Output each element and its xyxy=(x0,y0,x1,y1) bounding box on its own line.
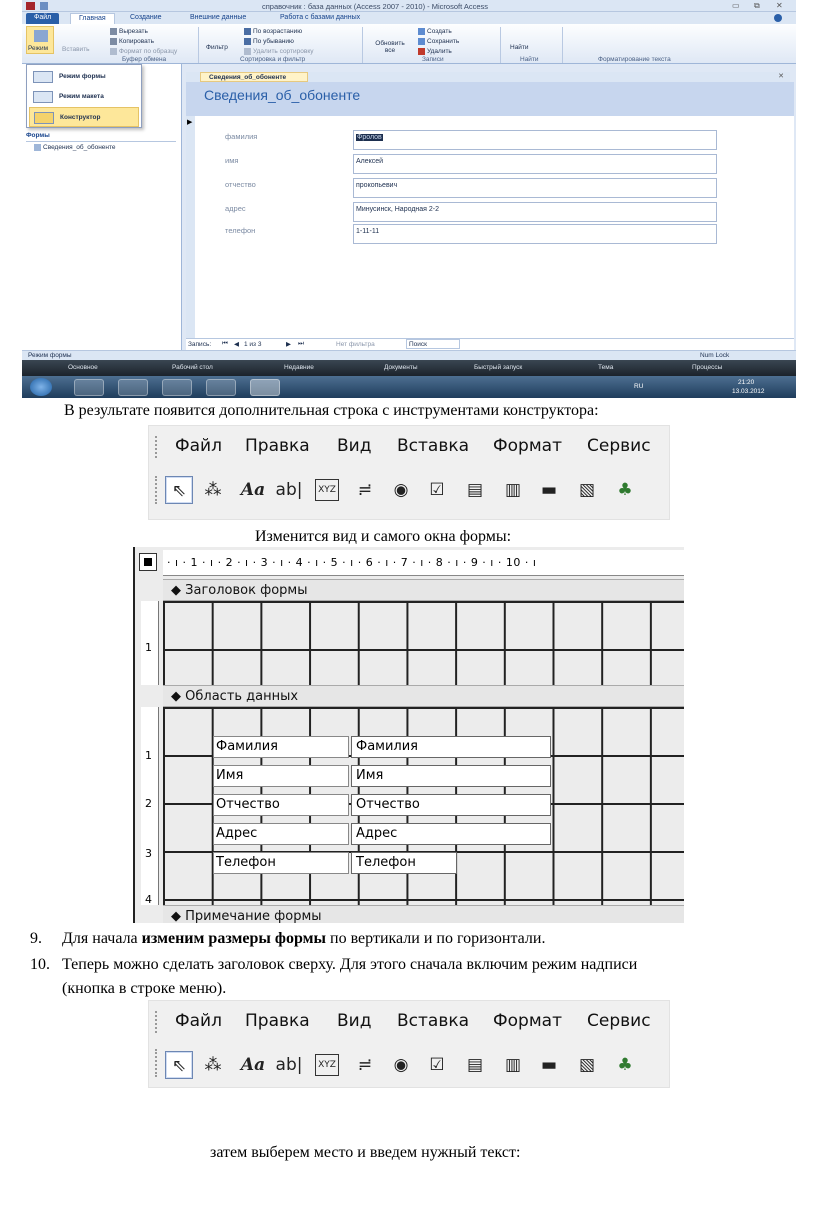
field-label: отчество xyxy=(225,180,256,189)
ruler-mark: 3 xyxy=(145,847,152,860)
image-icon[interactable]: ▧ xyxy=(578,1055,596,1075)
menu-view[interactable]: Вид xyxy=(337,1011,372,1031)
save-record-button[interactable] xyxy=(418,38,459,45)
first-record-icon[interactable]: ⏮ xyxy=(222,340,228,347)
sort-group-label: Сортировка и фильтр xyxy=(240,56,306,63)
list-box-icon[interactable]: ▥ xyxy=(504,1055,522,1075)
tab-file[interactable]: Файл xyxy=(26,13,59,24)
brush-icon xyxy=(110,48,117,55)
view-button[interactable] xyxy=(26,26,54,54)
sort-ascending-button[interactable] xyxy=(244,28,302,35)
restore-icon[interactable]: ⧉ xyxy=(754,1,760,10)
access-task-icon[interactable] xyxy=(250,379,280,396)
find-group-label: Найти xyxy=(520,56,539,63)
menu-format[interactable]: Формат xyxy=(493,1011,562,1031)
find-button[interactable]: Найти xyxy=(510,44,529,51)
item-text: Для начала xyxy=(62,930,142,947)
taskstrip-item[interactable]: Быстрый запуск xyxy=(474,364,523,371)
media-player-icon[interactable] xyxy=(118,379,148,396)
control-label[interactable]: Фамилия xyxy=(213,736,349,758)
nav-item-label: Сведения_об_обоненте xyxy=(43,144,116,152)
section-label: Примечание формы xyxy=(185,909,322,923)
menu-file[interactable]: Файл xyxy=(175,436,222,456)
text-box-icon[interactable]: ab| xyxy=(275,1055,303,1075)
unbound-object-frame-icon[interactable]: ♣ xyxy=(617,480,633,500)
menu-tools[interactable]: Сервис xyxy=(587,1011,651,1031)
item-text: по вертикали и по горизонтали. xyxy=(326,930,546,947)
delete-record-button[interactable] xyxy=(418,48,452,55)
delete-icon xyxy=(418,48,425,55)
clock-time: 21:20 xyxy=(738,379,755,386)
control-label[interactable]: Отчество xyxy=(213,794,349,816)
designer-toolbar xyxy=(148,1000,670,1088)
section-form-header[interactable] xyxy=(163,579,684,601)
toolbox-row xyxy=(155,1045,667,1085)
form-designer xyxy=(133,547,684,923)
select-pointer-icon[interactable]: ⇖ xyxy=(165,476,193,504)
form-title: Сведения_об_обоненте xyxy=(204,87,361,103)
section-marker-icon: ◆ xyxy=(171,909,181,923)
title-bar xyxy=(22,0,796,12)
section-form-footer[interactable] xyxy=(163,905,684,923)
nav-item-form[interactable] xyxy=(34,144,116,151)
toggle-button-icon[interactable]: ≓ xyxy=(357,480,373,500)
taskstrip-item[interactable]: Недавние xyxy=(284,364,314,371)
option-group-icon[interactable]: XYZ xyxy=(315,479,339,501)
text-format-group-label: Форматирование текста xyxy=(598,56,671,63)
list-number: 10. xyxy=(30,956,50,973)
record-navigator xyxy=(186,338,794,350)
menu-format[interactable]: Формат xyxy=(493,436,562,456)
new-icon xyxy=(418,28,425,35)
ruler-mark: 1 xyxy=(145,641,152,654)
language-indicator[interactable]: RU xyxy=(634,383,644,390)
delete-label: Удалить xyxy=(427,48,452,56)
combo-box-icon[interactable]: ▤ xyxy=(466,1055,484,1075)
paragraph: Изменится вид и самого окна формы: xyxy=(255,528,512,545)
document-tab-strip xyxy=(186,72,790,82)
option-button-icon[interactable]: ◉ xyxy=(393,1055,409,1075)
taskstrip-item[interactable]: Документы xyxy=(384,364,418,371)
field-input[interactable]: Минусинск, Народная 2-2 xyxy=(353,202,717,222)
layout-view-icon xyxy=(33,91,53,103)
sort-desc-icon xyxy=(244,38,251,45)
toolbar-grip xyxy=(155,1011,158,1033)
header-grid[interactable] xyxy=(163,601,684,685)
new-record-button[interactable] xyxy=(418,28,452,35)
tab-external-data[interactable]: Внешние данные xyxy=(190,14,247,21)
section-detail[interactable] xyxy=(163,685,684,707)
menu-edit[interactable]: Правка xyxy=(245,436,310,456)
control-label[interactable]: Телефон xyxy=(213,852,349,874)
ruler-mark: 2 xyxy=(145,797,152,810)
select-pointer-icon[interactable]: ⇖ xyxy=(165,1051,193,1079)
record-label: Запись: xyxy=(188,341,212,348)
save-icon[interactable] xyxy=(40,2,48,10)
menu-item-form-view[interactable] xyxy=(29,67,139,87)
clipboard-group-label: Буфер обмена xyxy=(122,56,167,63)
ribbon-tabs xyxy=(22,12,796,24)
horizontal-ruler: · ı · 1 · ı · 2 · ı · 3 · ı · 4 · ı · 5 · ı · 6 · ı · 7 · ı · 8 · ı · 9 · ı · 10 · ı xyxy=(163,550,684,576)
designer-toolbar xyxy=(148,425,670,520)
clear-sort-button[interactable] xyxy=(244,48,314,55)
control-textbox[interactable]: Отчество xyxy=(351,794,551,816)
control-textbox[interactable]: Фамилия xyxy=(351,736,551,758)
records-group-label: Записи xyxy=(422,56,444,63)
save-icon xyxy=(418,38,425,45)
command-button-icon[interactable]: ▬ xyxy=(540,480,558,500)
ribbon-divider xyxy=(362,27,363,63)
status-mode: Режим формы xyxy=(28,352,72,359)
form-icon xyxy=(34,144,41,151)
view-dropdown-menu xyxy=(26,64,142,128)
control-wizards-icon[interactable]: ⁂ xyxy=(204,1055,222,1075)
toolbar-grip xyxy=(155,436,158,458)
form-body xyxy=(186,116,794,338)
ribbon-divider xyxy=(562,27,563,63)
option-group-icon[interactable]: XYZ xyxy=(315,1054,339,1076)
form-header xyxy=(186,82,794,116)
tab-create[interactable]: Создание xyxy=(130,14,162,21)
copy-label: Копировать xyxy=(119,38,154,46)
form-selector[interactable] xyxy=(139,553,157,571)
section-marker-icon: ◆ xyxy=(171,583,181,598)
menu-view[interactable]: Вид xyxy=(337,436,372,456)
ruler-mark: 1 xyxy=(145,749,152,762)
format-painter-button[interactable] xyxy=(110,48,177,55)
refresh-all-button[interactable]: Обновить все xyxy=(375,40,405,54)
label-tool-icon[interactable]: Aa xyxy=(240,480,266,500)
view-label: Режим xyxy=(28,45,49,52)
toolbox-row xyxy=(155,470,667,510)
control-textbox[interactable]: Имя xyxy=(351,765,551,787)
list-number: 9. xyxy=(30,930,42,947)
minimize-icon[interactable]: ▭ xyxy=(732,1,740,10)
taskstrip-item[interactable]: Процессы xyxy=(692,364,723,371)
unbound-object-frame-icon[interactable]: ♣ xyxy=(617,1055,633,1075)
sort-descending-button[interactable] xyxy=(244,38,294,45)
field-label: телефон xyxy=(225,226,256,235)
close-tab-icon[interactable]: ✕ xyxy=(778,73,784,80)
browser-icon[interactable] xyxy=(162,379,192,396)
list-item-10-continued: (кнопка в строке меню). xyxy=(62,980,227,997)
menu-bar xyxy=(159,1001,659,1041)
last-record-icon[interactable]: ⏭ xyxy=(298,340,304,347)
field-label: фамилия xyxy=(225,132,258,141)
list-box-icon[interactable]: ▥ xyxy=(504,480,522,500)
start-icon[interactable] xyxy=(30,378,52,396)
command-button-icon[interactable]: ▬ xyxy=(540,1055,558,1075)
menu-file[interactable]: Файл xyxy=(175,1011,222,1031)
form-view-icon xyxy=(33,71,53,83)
combo-box-icon[interactable]: ▤ xyxy=(466,480,484,500)
design-view-icon xyxy=(34,112,54,124)
filter-button[interactable]: Фильтр xyxy=(206,44,228,51)
field-label: адрес xyxy=(225,204,246,213)
control-label[interactable]: Имя xyxy=(213,765,349,787)
search-box[interactable]: Поиск xyxy=(406,339,460,349)
access-window xyxy=(22,0,796,398)
image-icon[interactable]: ▧ xyxy=(578,480,596,500)
section-marker-icon: ◆ xyxy=(171,689,181,704)
windows-taskbar xyxy=(22,376,796,398)
taskstrip-item[interactable]: Основное xyxy=(68,364,98,371)
menu-insert[interactable]: Вставка xyxy=(397,436,470,456)
cut-label: Вырезать xyxy=(119,28,148,36)
item-bold-text: изменим размеры формы xyxy=(141,930,327,947)
clear-sort-label: Удалить сортировку xyxy=(253,48,314,56)
layout-view-label: Режим макета xyxy=(59,93,104,100)
control-wizards-icon[interactable]: ⁂ xyxy=(204,480,222,500)
option-button-icon[interactable]: ◉ xyxy=(393,480,409,500)
list-item-9 xyxy=(62,930,545,948)
taskbar-panel-strip xyxy=(22,360,796,376)
ribbon-divider xyxy=(500,27,501,63)
clock-date: 13.03.2012 xyxy=(732,388,765,395)
design-view-label: Конструктор xyxy=(60,114,101,121)
ribbon-divider xyxy=(198,27,199,63)
toggle-button-icon[interactable]: ≓ xyxy=(357,1055,373,1075)
control-textbox[interactable]: Телефон xyxy=(351,852,457,874)
scissors-icon xyxy=(110,28,117,35)
ribbon xyxy=(22,24,796,64)
paste-button[interactable]: Вставить xyxy=(62,46,90,53)
filter-status[interactable]: Нет фильтра xyxy=(336,341,375,348)
document-app-icon[interactable] xyxy=(206,379,236,396)
control-textbox[interactable]: Адрес xyxy=(351,823,551,845)
vertical-ruler-header xyxy=(141,601,159,685)
menu-item-layout-view[interactable] xyxy=(29,87,139,107)
close-icon[interactable]: ✕ xyxy=(776,1,783,10)
copy-button[interactable] xyxy=(110,38,154,45)
format-painter-label: Формат по образцу xyxy=(119,48,178,56)
sort-asc-label: По возрастанию xyxy=(253,28,303,36)
sort-asc-icon xyxy=(244,28,251,35)
menu-edit[interactable]: Правка xyxy=(245,1011,310,1031)
nav-section-forms[interactable]: Формы xyxy=(26,132,176,142)
next-record-icon[interactable]: ▶ xyxy=(286,341,291,348)
record-selector-icon[interactable]: ▶ xyxy=(187,119,193,126)
section-label: Заголовок формы xyxy=(185,583,308,598)
form-view-label: Режим формы xyxy=(59,73,106,80)
field-input[interactable]: 1-11-11 xyxy=(353,224,717,244)
text-box-icon[interactable]: ab| xyxy=(275,480,303,500)
field-input[interactable] xyxy=(353,130,717,150)
paragraph: В результате появится дополнительная строка с инструментами конструктора: xyxy=(64,402,599,419)
menu-tools[interactable]: Сервис xyxy=(587,436,651,456)
clear-sort-icon xyxy=(244,48,251,55)
field-label: имя xyxy=(225,156,239,165)
window-title: справочник : база данных (Access 2007 - 2010) - Microsoft Access xyxy=(262,2,489,11)
label-tool-icon[interactable]: Aa xyxy=(240,1055,266,1075)
menu-insert[interactable]: Вставка xyxy=(397,1011,470,1031)
new-label: Создать xyxy=(427,28,452,36)
record-position[interactable]: 1 из 3 xyxy=(244,341,262,348)
copy-icon xyxy=(110,38,117,45)
status-bar xyxy=(22,350,796,360)
prev-record-icon[interactable]: ◀ xyxy=(234,341,239,348)
sort-desc-label: По убыванию xyxy=(253,38,294,46)
check-box-icon[interactable]: ☑ xyxy=(429,480,445,500)
tab-home[interactable]: Главная xyxy=(70,13,115,24)
save-label: Сохранить xyxy=(427,38,460,46)
taskstrip-item[interactable]: Тема xyxy=(598,364,614,371)
menu-bar xyxy=(159,426,659,466)
field-input[interactable]: прокопьевич xyxy=(353,178,717,198)
view-icon xyxy=(34,30,48,42)
vertical-ruler-detail xyxy=(141,707,159,905)
field-value: Фролов xyxy=(357,134,382,141)
access-logo-icon xyxy=(26,2,35,10)
field-input[interactable]: Алексей xyxy=(353,154,717,174)
list-item-10: Теперь можно сделать заголовок сверху. Для этого сначала включим режим надписи xyxy=(62,956,638,973)
cut-button[interactable] xyxy=(110,28,148,35)
help-icon[interactable] xyxy=(774,14,782,22)
tab-database-tools[interactable]: Работа с базами данных xyxy=(280,14,361,21)
control-label[interactable]: Адрес xyxy=(213,823,349,845)
section-label: Область данных xyxy=(185,689,299,704)
ruler-mark: 4 xyxy=(145,893,152,906)
document-tab[interactable]: Сведения_об_обоненте xyxy=(200,72,308,82)
menu-item-design-view[interactable] xyxy=(29,107,139,127)
check-box-icon[interactable]: ☑ xyxy=(429,1055,445,1075)
taskstrip-item[interactable]: Рабочий стол xyxy=(172,364,213,371)
numlock-indicator: Num Lock xyxy=(700,352,730,359)
paragraph: затем выберем место и введем нужный текст: xyxy=(210,1144,521,1161)
explorer-icon[interactable] xyxy=(74,379,104,396)
